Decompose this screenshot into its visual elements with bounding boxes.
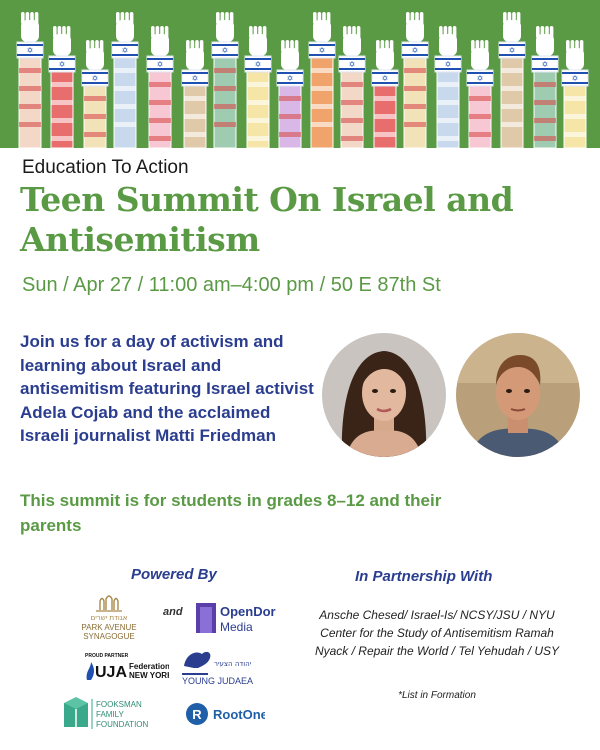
speaker-photo-adela-cojab [322,333,446,457]
raised-hands-with-israeli-flags-icon [0,0,600,148]
svg-text:✡: ✡ [476,74,484,83]
and-connector: and [163,606,183,618]
fooksman-family-foundation-logo [62,697,166,731]
partner-list-note: *List in Formation [398,690,476,701]
portrait-man-icon [456,333,580,457]
uja-mark: UJA [95,664,128,681]
svg-text:✡: ✡ [571,74,579,83]
synagogue-arches-icon [66,594,152,642]
young-judaea-logo [180,644,264,688]
event-date-time-location: Sun / Apr 27 / 11:00 am–4:00 pm / 50 E 87th St [22,274,441,296]
raised-arm [435,26,461,148]
raised-arm [467,40,493,148]
svg-text:✡: ✡ [508,46,516,55]
raised-arm [402,12,428,148]
svg-text:✡: ✡ [254,60,262,69]
svg-text:✡: ✡ [541,60,549,69]
raised-arm [277,40,303,148]
svg-text:✡: ✡ [91,74,99,83]
svg-text:✡: ✡ [191,74,199,83]
raised-arm [309,12,335,148]
event-description: Join us for a day of activism and learning about Israel and antisemitism featuring Israel activist Adela Cojab and the acclaimed Israeli journalist Matti Friedman [20,332,314,445]
portrait-woman-icon [322,333,446,457]
svg-text:✡: ✡ [318,46,326,55]
partnership-heading: In Partnership With [355,568,493,585]
uja-proud-partner: PROUD PARTNER [85,653,129,659]
young-judaea-name: YOUNG JUDAEA [182,676,254,686]
uja-flame-icon [83,650,169,682]
raised-arm [212,12,238,148]
raised-arm [562,40,588,148]
speaker-photo-matti-friedman [456,333,580,457]
uja-federation-logo [83,650,169,682]
raised-arm [147,26,173,148]
raised-arm [499,12,525,148]
event-title: Teen Summit On Israel and Antisemitism [20,180,514,259]
opendor-media-logo [196,601,288,635]
fooksman-line3: FOUNDATION [96,720,149,729]
park-avenue-hebrew: אגודת ישרים [90,614,128,622]
svg-text:✡: ✡ [411,46,419,55]
lion-icon [180,644,264,688]
opendor-door-icon [196,601,288,635]
young-judaea-hebrew: יהודה הצעיר [214,660,252,668]
raised-arm [112,12,138,148]
svg-text:✡: ✡ [26,46,34,55]
rootone-r-icon [185,700,265,728]
raised-arm [182,40,208,148]
raised-arm [82,40,108,148]
svg-text:✡: ✡ [221,46,229,55]
raised-arm [372,40,398,148]
fooksman-line1: FOOKSMAN [96,700,142,709]
svg-text:✡: ✡ [156,60,164,69]
opendor-line1: OpenDor [220,604,276,619]
event-kicker: Education To Action [22,157,189,178]
svg-text:✡: ✡ [348,60,356,69]
svg-text:✡: ✡ [444,60,452,69]
raised-arm [17,12,43,148]
fooksman-cube-icon [62,697,166,731]
svg-text:✡: ✡ [58,60,66,69]
raised-arm [49,26,75,148]
uja-line2: NEW YORK [129,671,169,680]
banner-raised-hands [0,0,600,148]
park-avenue-line2: SYNAGOGUE [83,632,135,641]
powered-by-heading: Powered By [131,566,217,583]
svg-text:✡: ✡ [286,74,294,83]
rootone-logo [185,700,265,728]
raised-arm [532,26,558,148]
opendor-line2: Media [220,620,253,634]
svg-text:R: R [192,707,202,722]
park-avenue-line1: PARK AVENUE [81,623,137,632]
rootone-name: RootOne [213,707,265,722]
park-avenue-synagogue-logo [66,594,152,642]
fooksman-line2: FAMILY [96,710,124,719]
event-audience: This summit is for students in grades 8–12 and their parents [20,491,442,535]
raised-arm [245,26,271,148]
partner-list: Ansche Chesed/ Israel-Is/ NCSY/JSU / NYU Center for the Study of Antisemitism Ramah Nyack / Repair the World / Tel Yehudah / USY [314,608,560,658]
uja-line1: Federation [129,662,169,671]
raised-arm [339,26,365,148]
svg-text:✡: ✡ [121,46,129,55]
svg-text:✡: ✡ [381,74,389,83]
